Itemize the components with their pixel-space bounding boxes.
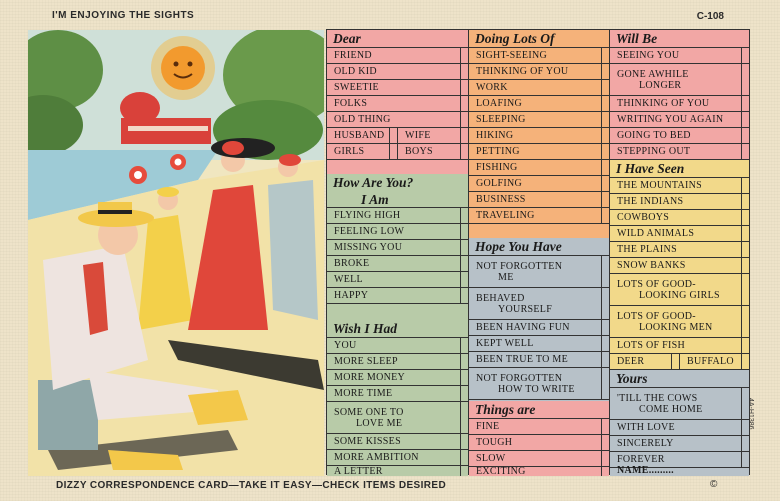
list-item[interactable] xyxy=(469,288,609,320)
section-things-are xyxy=(469,401,609,476)
list-item[interactable]: OLD THING xyxy=(327,112,468,128)
list-item[interactable]: MISSING YOU xyxy=(327,240,468,256)
checkbox[interactable] xyxy=(460,96,468,111)
checkbox[interactable] xyxy=(601,352,609,367)
checkbox[interactable] xyxy=(460,64,468,79)
section-how-are-you xyxy=(327,174,468,320)
list-item[interactable]: WELL xyxy=(327,272,468,288)
section-i-have-seen xyxy=(610,160,749,370)
checkbox[interactable] xyxy=(460,128,468,143)
section-yours xyxy=(610,370,749,476)
checkbox[interactable] xyxy=(601,80,609,95)
checkbox[interactable] xyxy=(601,320,609,335)
checkbox[interactable] xyxy=(460,402,468,433)
list-item[interactable]: SOME KISSES xyxy=(327,434,468,450)
section-title-will-be: Will Be xyxy=(610,30,749,48)
checkbox[interactable] xyxy=(460,224,468,239)
item-text-line: SOME ONE TO xyxy=(334,406,404,418)
checkbox[interactable] xyxy=(389,144,397,159)
checkbox[interactable] xyxy=(741,274,749,305)
checkbox[interactable] xyxy=(601,144,609,159)
checkbox[interactable] xyxy=(601,128,609,143)
section-title-doing-lots-of: Doing Lots Of xyxy=(469,30,609,48)
checkbox[interactable] xyxy=(601,451,609,466)
checkbox[interactable] xyxy=(741,242,749,257)
list-item[interactable]: HAPPY xyxy=(327,288,468,304)
list-item[interactable]: SLEEPING xyxy=(469,112,609,128)
checkbox[interactable] xyxy=(460,338,468,353)
item-text-line: LOVE ME xyxy=(356,417,403,429)
list-item[interactable]: WORK xyxy=(469,80,609,96)
list-item[interactable]: WRITING YOU AGAIN xyxy=(610,112,749,128)
section-title-yours: Yours xyxy=(610,370,749,388)
checkbox[interactable] xyxy=(460,386,468,401)
checkbox[interactable] xyxy=(741,112,749,127)
list-item[interactable]: FRIEND xyxy=(327,48,468,64)
list-item[interactable]: TOUGH xyxy=(469,435,609,451)
list-item[interactable]: MORE SLEEP xyxy=(327,354,468,370)
item-text-line: NOT FORGOTTEN xyxy=(476,260,563,272)
checkbox[interactable] xyxy=(460,466,468,476)
checkbox[interactable] xyxy=(460,354,468,369)
checkbox[interactable] xyxy=(741,194,749,209)
split-row xyxy=(610,354,749,370)
list-item[interactable]: WIFE xyxy=(397,128,468,143)
checkbox[interactable] xyxy=(741,210,749,225)
item-text-line: BEHAVED xyxy=(476,292,525,304)
list-item[interactable]: SINCERELY xyxy=(610,436,749,452)
checkbox[interactable] xyxy=(601,64,609,79)
list-item[interactable]: DEER xyxy=(610,354,679,369)
list-item[interactable]: BROKE xyxy=(327,256,468,272)
list-item[interactable]: THE MOUNTAINS xyxy=(610,178,749,194)
list-item[interactable]: SEEING YOU xyxy=(610,48,749,64)
list-item[interactable]: BOYS xyxy=(397,144,468,159)
section-title-dear: Dear xyxy=(327,30,468,48)
checkbox[interactable] xyxy=(460,370,468,385)
checklist-grid xyxy=(326,29,750,475)
list-item[interactable]: MORE MONEY xyxy=(327,370,468,386)
checkbox[interactable] xyxy=(741,64,749,95)
list-item[interactable]: OLD KID xyxy=(327,64,468,80)
checkbox[interactable] xyxy=(741,306,749,337)
list-item[interactable] xyxy=(327,402,468,434)
section-will-be xyxy=(610,30,749,160)
checkbox[interactable] xyxy=(601,48,609,63)
checkbox[interactable] xyxy=(601,160,609,175)
item-text-line: HOW TO WRITE xyxy=(498,383,575,395)
section-title-wish-i-had: Wish I Had xyxy=(327,320,468,338)
list-item[interactable]: SWEETIE xyxy=(327,80,468,96)
item-text-line: YOURSELF xyxy=(498,303,553,315)
list-item[interactable]: YOU xyxy=(327,338,468,354)
list-item[interactable]: FOREVER xyxy=(610,452,749,468)
checkbox[interactable] xyxy=(601,419,609,434)
item-text-line: LOOKING GIRLS xyxy=(639,289,720,301)
checkbox[interactable] xyxy=(741,48,749,63)
checkbox[interactable] xyxy=(601,192,609,207)
checkbox[interactable] xyxy=(741,178,749,193)
column-1 xyxy=(327,30,468,477)
checkbox[interactable] xyxy=(741,144,749,159)
section-title-hope-you-have: Hope You Have xyxy=(469,238,609,256)
checkbox[interactable] xyxy=(671,354,679,369)
list-item[interactable]: SLOW xyxy=(469,451,609,467)
checkbox[interactable] xyxy=(741,226,749,241)
list-item[interactable]: FLYING HIGH xyxy=(327,208,468,224)
card-title: I'M ENJOYING THE SIGHTS xyxy=(52,10,195,21)
list-item[interactable]: FOLKS xyxy=(327,96,468,112)
sun-icon xyxy=(151,36,215,100)
split-row xyxy=(327,128,468,144)
list-item[interactable]: WILD ANIMALS xyxy=(610,226,749,242)
section-subtitle-i-am: I Am xyxy=(327,192,468,208)
comic-illustration xyxy=(28,30,324,476)
bottom-caption: DIZZY CORRESPONDENCE CARD—TAKE IT EASY—CHECK ITEMS DESIRED xyxy=(56,480,447,491)
item-text-line: 'TILL THE COWS xyxy=(617,392,698,404)
checkbox[interactable] xyxy=(460,272,468,287)
list-item[interactable]: BUFFALO xyxy=(679,354,749,369)
list-item[interactable]: MORE TIME xyxy=(327,386,468,402)
checkbox[interactable] xyxy=(460,240,468,255)
list-item[interactable]: THINKING OF YOU xyxy=(610,96,749,112)
item-text-line: LOOKING MEN xyxy=(639,321,713,333)
item-text-line: GONE AWHILE xyxy=(617,68,689,80)
list-item[interactable]: FISHING xyxy=(469,160,609,176)
list-item[interactable]: BEEN HAVING FUN xyxy=(469,320,609,336)
checkbox[interactable] xyxy=(741,436,749,451)
checkbox[interactable] xyxy=(460,112,468,127)
list-item[interactable] xyxy=(610,388,749,420)
column-2 xyxy=(468,30,609,477)
list-item[interactable]: SIGHT-SEEING xyxy=(469,48,609,64)
list-item[interactable]: EXCITING xyxy=(469,467,609,476)
list-item[interactable] xyxy=(610,274,749,306)
checkbox[interactable] xyxy=(601,288,609,319)
list-item[interactable]: THE PLAINS xyxy=(610,242,749,258)
card-number: C-108 xyxy=(696,11,724,22)
checkbox[interactable] xyxy=(741,338,749,353)
column-3 xyxy=(609,30,749,474)
checkbox[interactable] xyxy=(601,435,609,450)
checkbox[interactable] xyxy=(741,452,749,467)
list-item[interactable]: BEEN TRUE TO ME xyxy=(469,352,609,368)
item-text-line: LOTS OF GOOD- xyxy=(617,310,696,322)
checkbox[interactable] xyxy=(460,288,468,303)
section-title-things-are: Things are xyxy=(469,401,609,419)
list-item[interactable] xyxy=(469,256,609,288)
item-text-line: COME HOME xyxy=(639,403,703,415)
checkbox[interactable] xyxy=(741,96,749,111)
list-item[interactable]: GOING TO BED xyxy=(610,128,749,144)
checkbox[interactable] xyxy=(601,176,609,191)
list-item[interactable]: FEELING LOW xyxy=(327,224,468,240)
list-item[interactable] xyxy=(610,306,749,338)
list-item[interactable]: BUSINESS xyxy=(469,192,609,208)
checkbox[interactable] xyxy=(601,467,609,476)
checkbox[interactable] xyxy=(601,208,609,223)
section-title-how-are-you: How Are You? xyxy=(333,175,414,190)
list-item[interactable]: A LETTER xyxy=(327,466,468,476)
list-item[interactable] xyxy=(469,368,609,400)
list-item[interactable] xyxy=(610,64,749,96)
list-item[interactable]: LOAFING xyxy=(469,96,609,112)
name-field[interactable]: NAME......... xyxy=(617,465,674,476)
checkbox[interactable] xyxy=(460,48,468,63)
list-item[interactable]: TRAVELING xyxy=(469,208,609,224)
section-doing-lots-of xyxy=(469,30,609,238)
list-item[interactable]: LOTS OF FISH xyxy=(610,338,749,354)
copyright-icon: © xyxy=(710,479,718,490)
section-wish-i-had xyxy=(327,320,468,476)
list-item[interactable]: SNOW BANKS xyxy=(610,258,749,274)
item-text-line: LOTS OF GOOD- xyxy=(617,278,696,290)
checkbox[interactable] xyxy=(601,96,609,111)
checkbox[interactable] xyxy=(601,368,609,399)
beach-scene-image xyxy=(28,30,324,476)
item-text-line: NOT FORGOTTEN xyxy=(476,372,563,384)
list-item[interactable]: THINKING OF YOU xyxy=(469,64,609,80)
checkbox[interactable] xyxy=(741,258,749,273)
list-item[interactable]: FINE xyxy=(469,419,609,435)
list-item[interactable]: KEPT WELL xyxy=(469,336,609,352)
checkbox[interactable] xyxy=(460,144,468,159)
checkbox[interactable] xyxy=(460,80,468,95)
checkbox[interactable] xyxy=(460,450,468,465)
item-text-line: ME xyxy=(498,271,514,283)
list-item[interactable]: PETTING xyxy=(469,144,609,160)
list-item[interactable]: THE INDIANS xyxy=(610,194,749,210)
list-item[interactable]: GOLFING xyxy=(469,176,609,192)
checkbox[interactable] xyxy=(460,208,468,223)
list-item[interactable]: HUSBAND xyxy=(327,128,397,143)
checkbox[interactable] xyxy=(601,256,609,287)
item-text-line: LONGER xyxy=(639,79,682,91)
section-dear xyxy=(327,30,468,174)
checkbox[interactable] xyxy=(741,354,749,369)
list-item[interactable]: WITH LOVE xyxy=(610,420,749,436)
checkbox[interactable] xyxy=(741,128,749,143)
section-hope-you-have xyxy=(469,238,609,401)
checkbox[interactable] xyxy=(601,112,609,127)
split-row xyxy=(327,144,468,160)
checkbox[interactable] xyxy=(601,336,609,351)
list-item[interactable]: GIRLS xyxy=(327,144,397,159)
list-item[interactable]: MORE AMBITION xyxy=(327,450,468,466)
checkbox[interactable] xyxy=(389,128,397,143)
section-title-i-have-seen: I Have Seen xyxy=(610,160,749,178)
list-item[interactable]: COWBOYS xyxy=(610,210,749,226)
checkbox[interactable] xyxy=(460,256,468,271)
checkbox[interactable] xyxy=(460,434,468,449)
list-item[interactable]: HIKING xyxy=(469,128,609,144)
side-code: 4A-H1386 xyxy=(747,398,754,430)
list-item[interactable]: STEPPING OUT xyxy=(610,144,749,160)
